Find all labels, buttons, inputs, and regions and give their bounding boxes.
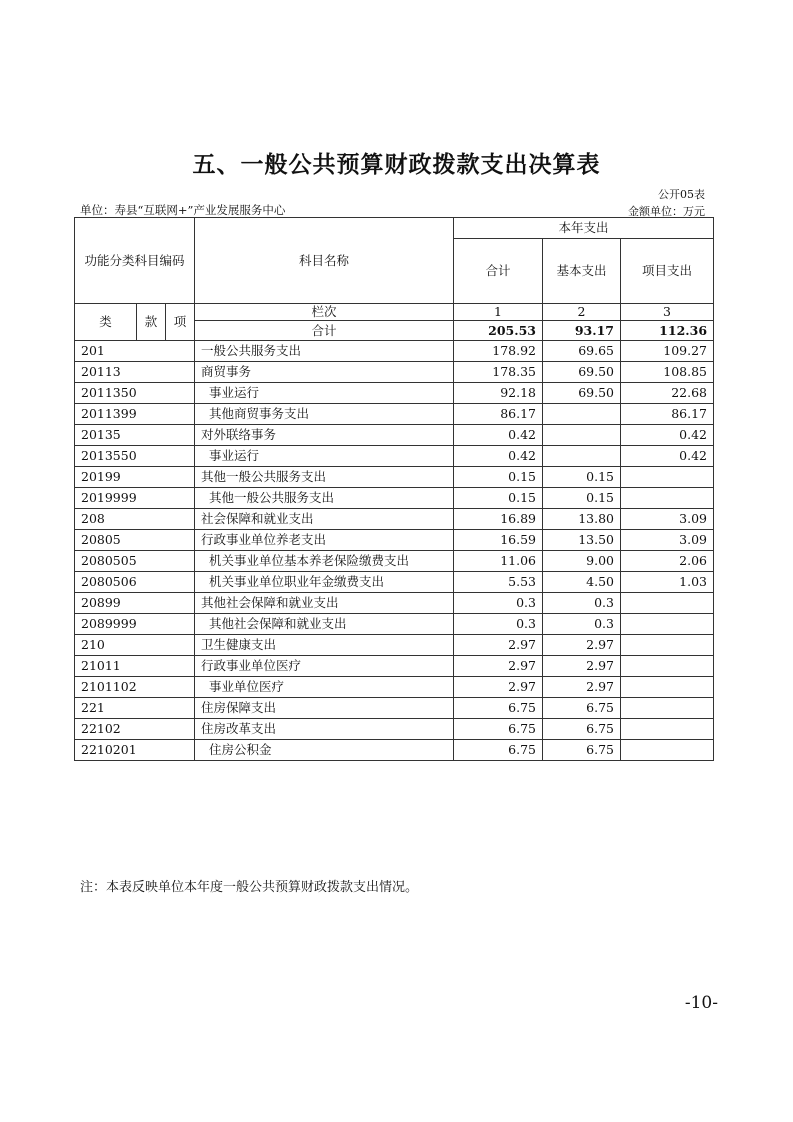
row-basic: 0.15: [543, 488, 621, 509]
row-total: 5.53: [454, 572, 543, 593]
row-total: 86.17: [454, 404, 543, 425]
row-project: [621, 656, 714, 677]
row-subject-name: 事业运行: [195, 383, 454, 404]
table-row: [75, 593, 714, 614]
header-col-3: 3: [621, 304, 714, 321]
row-code: 20805: [75, 530, 195, 551]
row-project: 108.85: [621, 362, 714, 383]
row-code: 2080505: [75, 551, 195, 572]
row-basic: 69.65: [543, 341, 621, 362]
table-row: [75, 740, 714, 761]
amount-unit-label: 金额单位：万元: [628, 205, 705, 218]
row-total: 2.97: [454, 677, 543, 698]
row-total: 6.75: [454, 740, 543, 761]
header-xiang: 项: [166, 304, 195, 341]
header-col-1: 1: [454, 304, 543, 321]
row-code: 208: [75, 509, 195, 530]
header-code-group: 功能分类科目编码: [75, 218, 195, 304]
row-total: 92.18: [454, 383, 543, 404]
header-project: 项目支出: [621, 239, 714, 304]
row-total: 2.97: [454, 635, 543, 656]
row-basic: 69.50: [543, 383, 621, 404]
row-subject-name: 卫生健康支出: [195, 635, 454, 656]
row-code: 221: [75, 698, 195, 719]
row-subject-name: 其他商贸事务支出: [195, 404, 454, 425]
row-project: [621, 698, 714, 719]
table-note: 注：本表反映单位本年度一般公共预算财政拨款支出情况。: [80, 880, 419, 895]
total-project: 112.36: [621, 321, 714, 341]
row-total: 16.59: [454, 530, 543, 551]
row-code: 2019999: [75, 488, 195, 509]
row-project: [621, 467, 714, 488]
row-total: 16.89: [454, 509, 543, 530]
header-col-2: 2: [543, 304, 621, 321]
row-subject-name: 住房公积金: [195, 740, 454, 761]
row-subject-name: 机关事业单位职业年金缴费支出: [195, 572, 454, 593]
row-total: 11.06: [454, 551, 543, 572]
row-basic: 6.75: [543, 740, 621, 761]
row-project: [621, 740, 714, 761]
row-subject-name: 对外联络事务: [195, 425, 454, 446]
row-project: 2.06: [621, 551, 714, 572]
row-code: 2080506: [75, 572, 195, 593]
header-lei: 类: [75, 304, 137, 341]
table-row: [75, 425, 714, 446]
row-subject-name: 社会保障和就业支出: [195, 509, 454, 530]
table-row: [75, 572, 714, 593]
row-code: 20113: [75, 362, 195, 383]
column-number-row: [75, 304, 714, 321]
row-code: 210: [75, 635, 195, 656]
row-basic: 0.3: [543, 593, 621, 614]
row-code: 20135: [75, 425, 195, 446]
header-subject-name: 科目名称: [195, 218, 454, 304]
table-row: [75, 509, 714, 530]
row-code: 201: [75, 341, 195, 362]
row-project: 1.03: [621, 572, 714, 593]
row-basic: 4.50: [543, 572, 621, 593]
row-total: 0.3: [454, 614, 543, 635]
table-row: [75, 719, 714, 740]
row-project: 86.17: [621, 404, 714, 425]
row-total: 0.3: [454, 593, 543, 614]
row-code: 2011399: [75, 404, 195, 425]
row-project: 109.27: [621, 341, 714, 362]
row-subject-name: 事业单位医疗: [195, 677, 454, 698]
row-basic: 9.00: [543, 551, 621, 572]
row-subject-name: 行政事业单位养老支出: [195, 530, 454, 551]
row-total: 178.92: [454, 341, 543, 362]
row-basic: 6.75: [543, 698, 621, 719]
row-basic: 69.50: [543, 362, 621, 383]
row-project: [621, 677, 714, 698]
total-amount: 205.53: [454, 321, 543, 341]
row-project: [621, 719, 714, 740]
unit-label: 单位：寿县“互联网+”产业发展服务中心: [80, 203, 286, 217]
row-basic: 2.97: [543, 635, 621, 656]
header-basic: 基本支出: [543, 239, 621, 304]
row-code: 2013550: [75, 446, 195, 467]
row-code: 2101102: [75, 677, 195, 698]
total-label: 合计: [195, 321, 454, 341]
row-subject-name: 行政事业单位医疗: [195, 656, 454, 677]
row-total: 2.97: [454, 656, 543, 677]
row-basic: 0.15: [543, 467, 621, 488]
row-total: 178.35: [454, 362, 543, 383]
row-subject-name: 机关事业单位基本养老保险缴费支出: [195, 551, 454, 572]
table-row: [75, 677, 714, 698]
row-subject-name: 事业运行: [195, 446, 454, 467]
table-row: [75, 341, 714, 362]
table-row: [75, 488, 714, 509]
row-project: 3.09: [621, 509, 714, 530]
row-total: 0.15: [454, 488, 543, 509]
row-subject-name: 商贸事务: [195, 362, 454, 383]
row-project: 0.42: [621, 446, 714, 467]
row-total: 0.42: [454, 446, 543, 467]
row-code: 20199: [75, 467, 195, 488]
row-total: 0.15: [454, 467, 543, 488]
total-basic: 93.17: [543, 321, 621, 341]
row-code: 20899: [75, 593, 195, 614]
row-project: 0.42: [621, 425, 714, 446]
row-subject-name: 其他社会保障和就业支出: [195, 593, 454, 614]
table-row: [75, 698, 714, 719]
table-row: [75, 467, 714, 488]
row-project: [621, 593, 714, 614]
expenditure-table: [74, 217, 714, 761]
row-code: 22102: [75, 719, 195, 740]
row-code: 2011350: [75, 383, 195, 404]
table-row: [75, 404, 714, 425]
table-row: [75, 635, 714, 656]
table-row: [75, 530, 714, 551]
row-project: [621, 614, 714, 635]
header-row-1: [75, 218, 714, 239]
row-basic: 13.50: [543, 530, 621, 551]
row-basic: 13.80: [543, 509, 621, 530]
row-project: [621, 488, 714, 509]
row-basic: 0.3: [543, 614, 621, 635]
table-row: [75, 383, 714, 404]
table-row: [75, 362, 714, 383]
header-kuan: 款: [137, 304, 166, 341]
form-number: 公开05表: [658, 188, 705, 201]
row-basic: [543, 404, 621, 425]
row-total: 6.75: [454, 698, 543, 719]
table-row: [75, 656, 714, 677]
row-code: 2210201: [75, 740, 195, 761]
row-subject-name: 其他一般公共服务支出: [195, 467, 454, 488]
row-project: 3.09: [621, 530, 714, 551]
row-basic: [543, 446, 621, 467]
row-basic: 2.97: [543, 677, 621, 698]
row-subject-name: 住房保障支出: [195, 698, 454, 719]
table-row: [75, 614, 714, 635]
row-total: 6.75: [454, 719, 543, 740]
row-total: 0.42: [454, 425, 543, 446]
page-number: -10-: [684, 993, 718, 1013]
row-project: [621, 635, 714, 656]
header-current-year: 本年支出: [454, 218, 714, 239]
row-project: 22.68: [621, 383, 714, 404]
row-subject-name: 其他一般公共服务支出: [195, 488, 454, 509]
table-row: [75, 551, 714, 572]
row-subject-name: 住房改革支出: [195, 719, 454, 740]
row-basic: 2.97: [543, 656, 621, 677]
page-title: 五、一般公共预算财政拨款支出决算表: [192, 151, 601, 178]
header-column-label: 栏次: [195, 304, 454, 321]
row-code: 21011: [75, 656, 195, 677]
row-basic: 6.75: [543, 719, 621, 740]
header-total: 合计: [454, 239, 543, 304]
row-subject-name: 其他社会保障和就业支出: [195, 614, 454, 635]
table-row: [75, 446, 714, 467]
row-subject-name: 一般公共服务支出: [195, 341, 454, 362]
row-code: 2089999: [75, 614, 195, 635]
row-basic: [543, 425, 621, 446]
